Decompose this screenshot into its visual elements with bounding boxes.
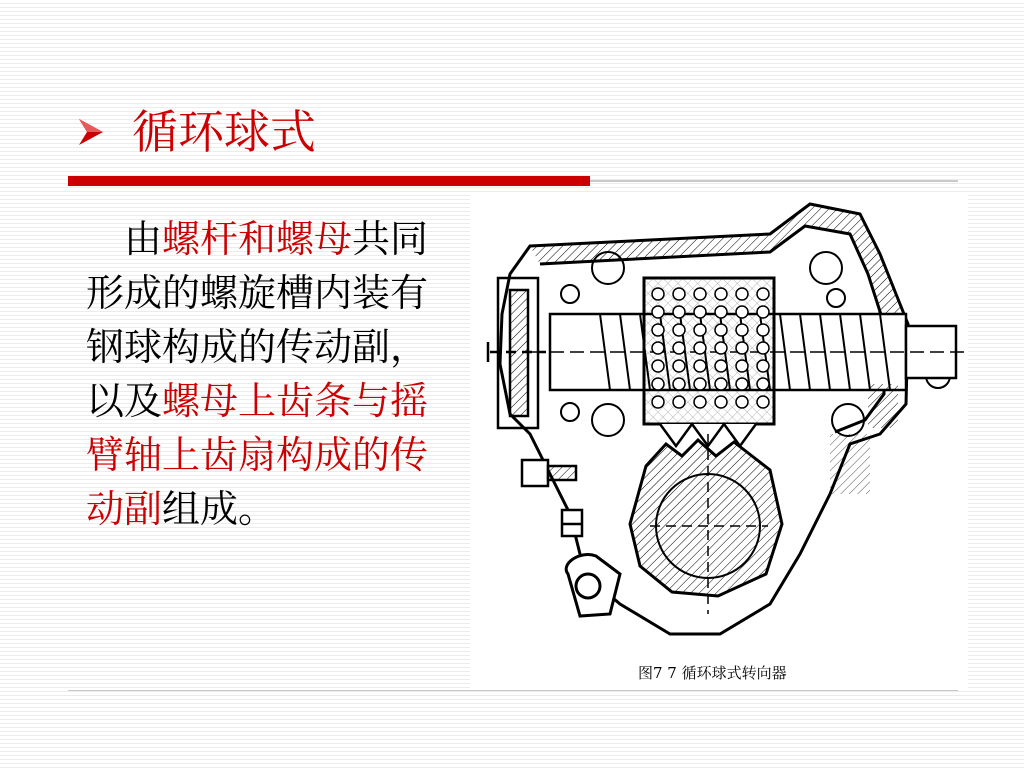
steel-ball bbox=[715, 378, 727, 390]
steel-ball bbox=[694, 324, 706, 336]
steel-ball bbox=[673, 378, 685, 390]
steel-ball bbox=[715, 306, 727, 318]
steel-ball bbox=[736, 342, 748, 354]
body-paragraph bbox=[86, 212, 462, 536]
steel-ball bbox=[652, 360, 664, 372]
steel-ball bbox=[652, 396, 664, 408]
body-text-segment: 共同形成的螺旋槽内装有钢球构成的传动副，以及 bbox=[86, 217, 429, 423]
steel-ball bbox=[736, 288, 748, 300]
right-housing-hatch bbox=[868, 384, 898, 428]
title-row bbox=[76, 100, 316, 164]
slide-title: 循环球式 bbox=[132, 105, 316, 159]
steel-ball bbox=[736, 378, 748, 390]
lower-right-hatch bbox=[830, 434, 870, 494]
steel-ball bbox=[673, 342, 685, 354]
steel-ball bbox=[694, 288, 706, 300]
steel-ball bbox=[694, 396, 706, 408]
steel-ball bbox=[757, 378, 769, 390]
steel-ball bbox=[673, 324, 685, 336]
steel-ball bbox=[673, 288, 685, 300]
steel-ball bbox=[715, 288, 727, 300]
steel-ball bbox=[694, 360, 706, 372]
steel-ball bbox=[715, 360, 727, 372]
steel-ball bbox=[673, 360, 685, 372]
title-underline-grey bbox=[590, 180, 958, 182]
arrow-bullet-icon bbox=[76, 117, 106, 147]
steering-gear-figure bbox=[470, 194, 968, 688]
figure-caption: 图7 7 循环球式转向器 bbox=[638, 664, 787, 682]
steel-ball bbox=[736, 396, 748, 408]
mounting-ear bbox=[566, 555, 620, 616]
steel-ball bbox=[652, 306, 664, 318]
steel-ball bbox=[652, 324, 664, 336]
steel-ball bbox=[715, 324, 727, 336]
steel-ball bbox=[715, 342, 727, 354]
steel-ball bbox=[694, 306, 706, 318]
steel-ball bbox=[715, 396, 727, 408]
steel-ball bbox=[652, 342, 664, 354]
steel-ball bbox=[757, 360, 769, 372]
steering-gear-diagram bbox=[470, 194, 968, 688]
steel-ball bbox=[757, 342, 769, 354]
side-bolt bbox=[562, 510, 582, 536]
steel-ball bbox=[694, 342, 706, 354]
steel-ball bbox=[736, 360, 748, 372]
body-text-segment: 由 bbox=[124, 217, 163, 261]
steel-ball bbox=[694, 378, 706, 390]
steel-ball bbox=[736, 324, 748, 336]
steel-ball bbox=[757, 306, 769, 318]
fill-plug-bolt bbox=[522, 460, 576, 486]
steel-ball bbox=[652, 378, 664, 390]
body-highlight-screw-nut: 螺杆和螺母 bbox=[162, 217, 353, 261]
left-end-cap bbox=[488, 278, 546, 428]
bottom-rule bbox=[68, 690, 958, 691]
sector-gear bbox=[630, 434, 782, 614]
steel-ball bbox=[757, 288, 769, 300]
steel-ball bbox=[757, 396, 769, 408]
body-highlight-rack-sector: 螺母上齿条与摇臂轴上齿扇构成的传动副 bbox=[86, 379, 429, 531]
steel-ball bbox=[652, 288, 664, 300]
body-text-segment: 组成。 bbox=[162, 487, 277, 531]
steel-ball bbox=[673, 396, 685, 408]
steel-ball bbox=[673, 306, 685, 318]
title-underline-red bbox=[68, 176, 590, 186]
steel-ball bbox=[736, 306, 748, 318]
steel-ball bbox=[757, 324, 769, 336]
